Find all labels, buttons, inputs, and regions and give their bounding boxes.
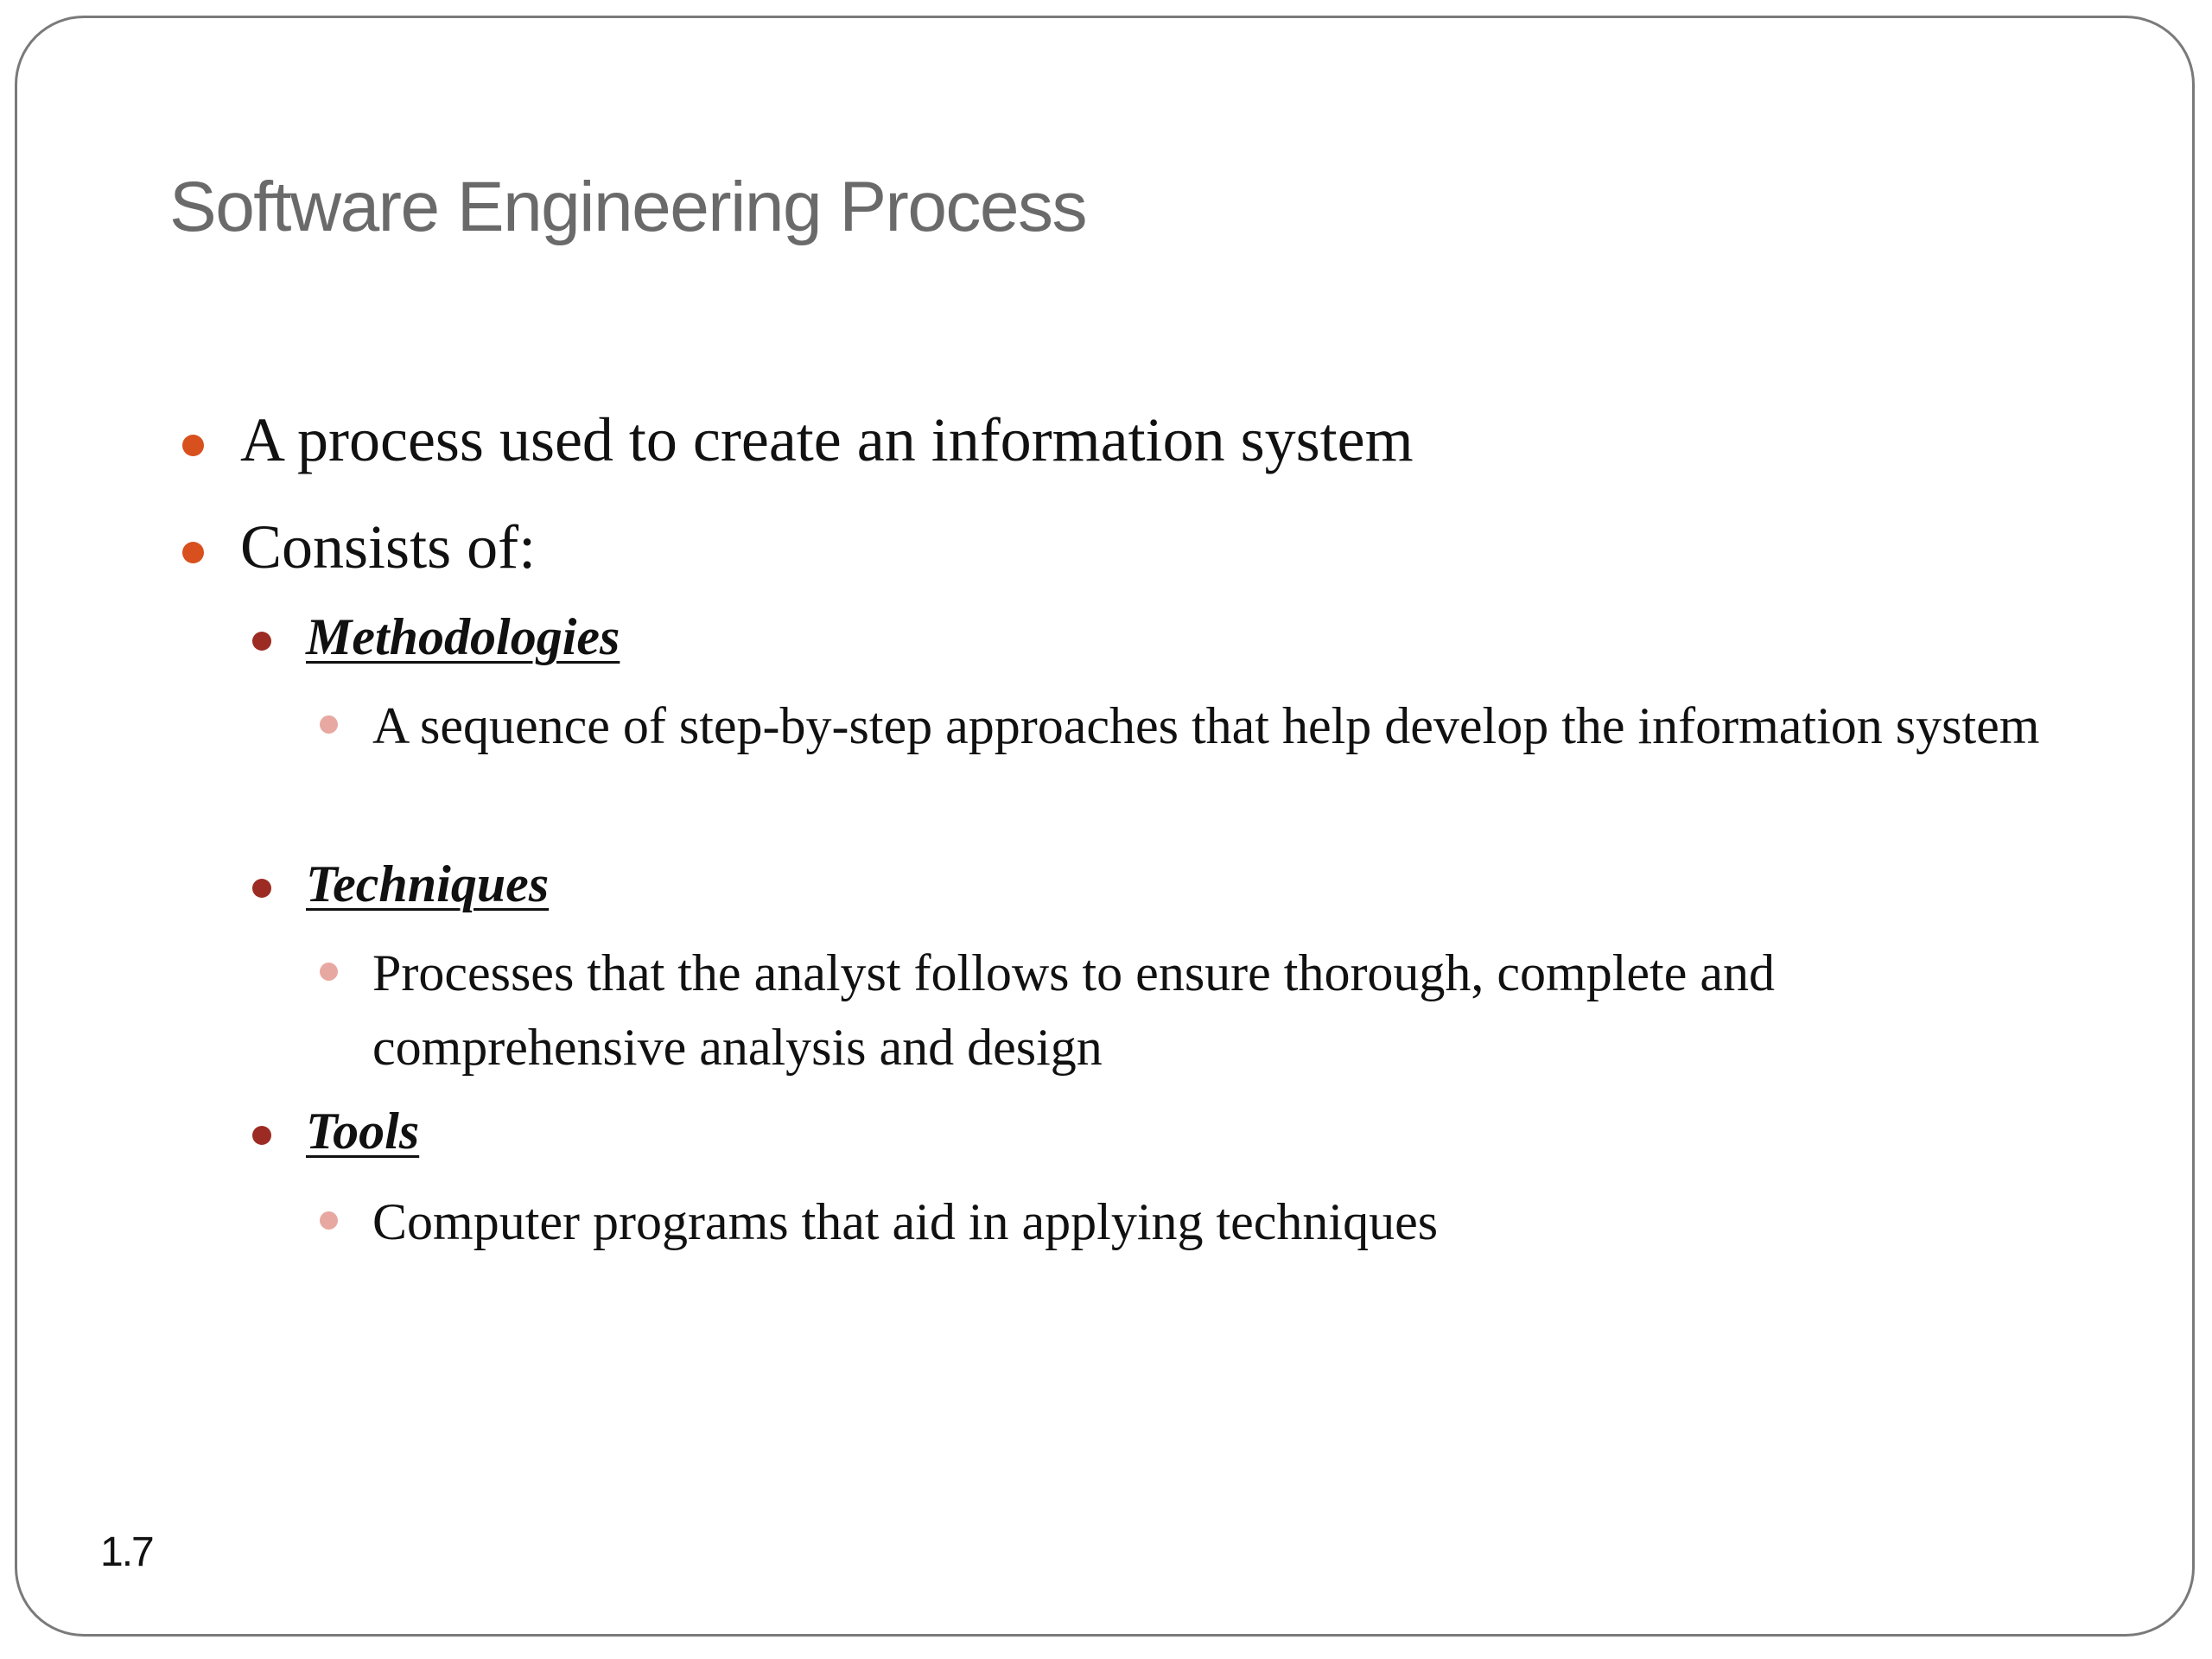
sub-bullet-heading: Methodologies [306, 608, 620, 665]
slide-number: 1.7 [100, 1529, 153, 1575]
pink-bullet-icon [320, 1211, 338, 1230]
pink-bullet-icon [320, 963, 338, 981]
sub-bullet-techniques [306, 855, 550, 912]
sub-bullet-methodologies [306, 608, 620, 665]
orange-bullet-icon [182, 435, 204, 456]
slide-frame [15, 16, 2195, 1637]
orange-bullet-icon [182, 542, 204, 563]
detail-techniques [372, 936, 1980, 1084]
detail-tools [372, 1185, 2066, 1259]
red-bullet-icon [252, 1126, 271, 1145]
slide-title: Software Engineering Process [169, 168, 1087, 246]
pink-bullet-icon [320, 715, 338, 734]
detail-text: Processes that the analyst follows to ensure thorough, complete and comprehensive analysis and design [372, 944, 1775, 1076]
sub-bullet-tools [306, 1103, 420, 1160]
detail-text: Computer programs that aid in applying techniques [372, 1193, 1439, 1250]
red-bullet-icon [252, 632, 271, 651]
bullet-consists-of [240, 512, 537, 582]
detail-text: A sequence of step-by-step approaches that help develop the information system [372, 697, 2040, 754]
sub-bullet-heading: Tools [306, 1103, 420, 1160]
red-bullet-icon [252, 879, 271, 898]
sub-bullet-heading: Techniques [306, 855, 550, 912]
bullet-text: Consists of: [240, 512, 537, 582]
bullet-text: A process used to create an information system [240, 405, 1414, 474]
bullet-process [240, 405, 1414, 474]
detail-methodologies [372, 689, 2066, 763]
